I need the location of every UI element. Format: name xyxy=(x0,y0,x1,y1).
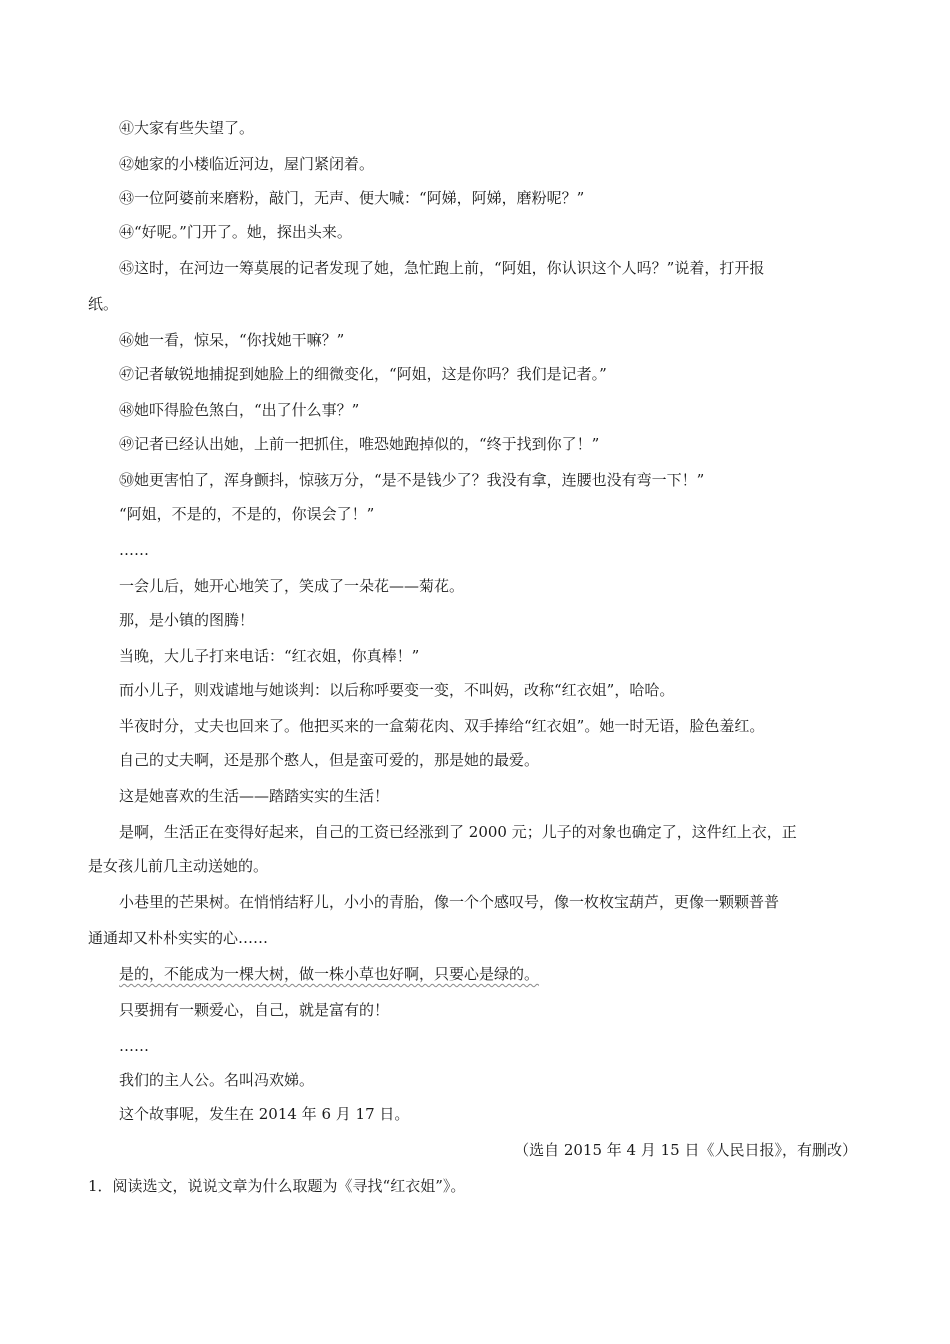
paragraph-54: 当晚，大儿子打来电话：“红衣姐，你真棒！” xyxy=(119,647,420,665)
paragraph-50: ㊿她更害怕了，浑身颤抖，惊骇万分，“是不是钱少了？我没有拿，连腰也没有弯一下！” xyxy=(119,471,705,489)
paragraph-45-line-1: ㊺这时，在河边一筹莫展的记者发现了她，急忙跑上前，“阿姐，你认识这个人吗？”说着，打开报 xyxy=(119,259,765,277)
paragraph-55: 而小儿子，则戏谑地与她谈判：以后称呼要变一变，不叫妈，改称“红衣姐”，哈哈。 xyxy=(119,681,675,699)
paragraph-43: ㊸一位阿婆前来磨粉，敲门，无声、便大喊：“阿娣，阿娣，磨粉呢？” xyxy=(119,189,585,207)
source-citation: （选自 2015 年 4 月 15 日《人民日报》，有删改） xyxy=(514,1141,857,1159)
paragraph-58: 这是她喜欢的生活——踏踏实实的生活！ xyxy=(119,787,390,805)
paragraph-59-line-2: 是女孩儿前几主动送她的。 xyxy=(88,857,269,875)
paragraph-61-underlined xyxy=(119,964,539,984)
ellipsis-1: …… xyxy=(119,541,149,559)
paragraph-62: 只要拥有一颗爱心，自己，就是富有的！ xyxy=(119,1001,390,1019)
wavy-underlined-sentence: 是的，不能成为一棵大树，做一株小草也好啊，只要心是绿的。 xyxy=(119,965,540,983)
paragraph-60-line-2: 通通却又朴朴实实的心…… xyxy=(88,929,269,947)
paragraph-59-line-1: 是啊，生活正在变得好起来，自己的工资已经涨到了 2000 元；儿子的对象也确定了，这件红上衣，正 xyxy=(119,823,797,841)
paragraph-48: ㊽她吓得脸色煞白，“出了什么事？” xyxy=(119,401,360,419)
ellipsis-2: …… xyxy=(119,1037,149,1055)
paragraph-51: “阿姐，不是的，不是的，你误会了！” xyxy=(119,505,375,523)
paragraph-60-line-1: 小巷里的芒果树。在悄悄结籽儿，小小的青胎，像一个个感叹号，像一枚枚宝葫芦，更像一颗颗普普 xyxy=(119,893,780,911)
paragraph-57: 自己的丈夫啊，还是那个憨人，但是蛮可爱的，那是她的最爱。 xyxy=(119,751,540,769)
paragraph-41: ㊶大家有些失望了。 xyxy=(119,119,255,137)
paragraph-46: ㊻她一看，惊呆，“你找她干嘛？” xyxy=(119,331,345,349)
paragraph-64: 这个故事呢，发生在 2014 年 6 月 17 日。 xyxy=(119,1105,410,1123)
paragraph-56: 半夜时分，丈夫也回来了。他把买来的一盒菊花肉、双手捧给“红衣姐”。她一时无语，脸色羞红。 xyxy=(119,717,765,735)
paragraph-45-line-2: 纸。 xyxy=(88,295,119,313)
paragraph-44: ㊹“好呢。”门开了。她，探出头来。 xyxy=(119,223,352,241)
paragraph-52: 一会儿后，她开心地笑了，笑成了一朵花——菊花。 xyxy=(119,577,465,595)
paragraph-47: ㊼记者敏锐地捕捉到她脸上的细微变化，“阿姐，这是你吗？我们是记者。” xyxy=(119,365,607,383)
paragraph-63: 我们的主人公。名叫冯欢娣。 xyxy=(119,1071,315,1089)
paragraph-53: 那，是小镇的图腾！ xyxy=(119,611,255,629)
paragraph-42: ㊷她家的小楼临近河边，屋门紧闭着。 xyxy=(119,155,375,173)
question-1: 1．阅读选文，说说文章为什么取题为《寻找“红衣姐”》。 xyxy=(88,1177,466,1195)
paragraph-49: ㊾记者已经认出她，上前一把抓住，唯恐她跑掉似的，“终于找到你了！” xyxy=(119,435,600,453)
